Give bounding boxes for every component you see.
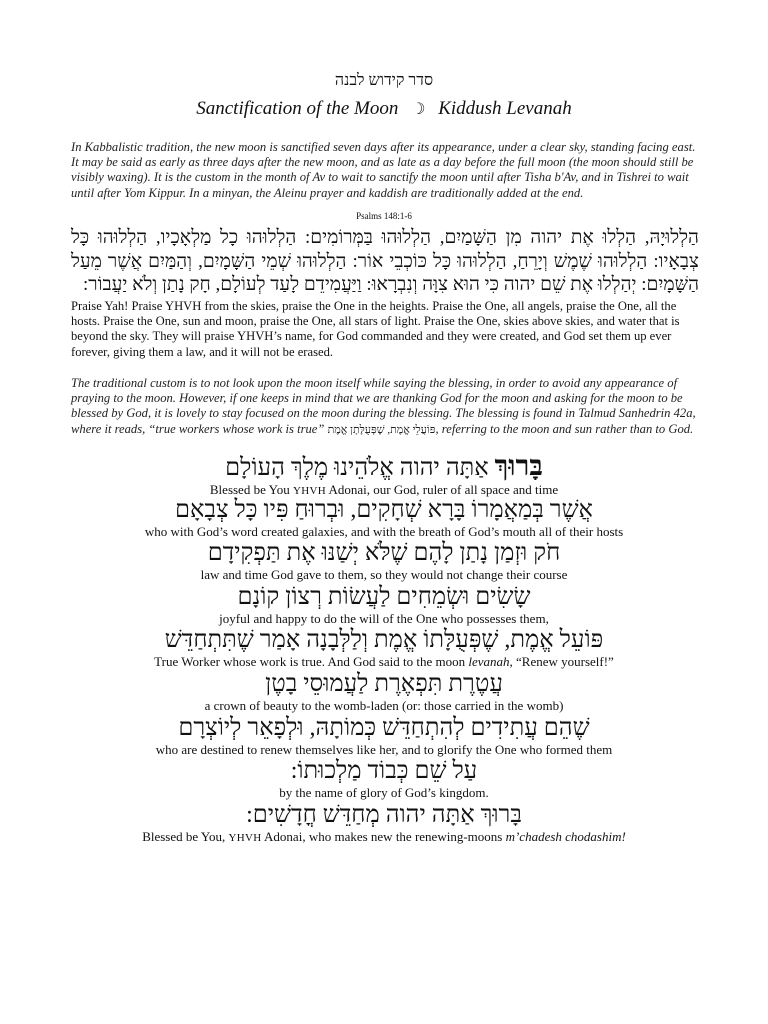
custom-tail: , referring to the moon and sun rather than to God. [435, 421, 694, 436]
psalm-english: Praise Yah! Praise YHVH from the skies, praise the One in the heights. Praise the One, all angels, praise the One, all the hosts. Praise the One, sun and moon, praise the One, all stars of light. Praise the One, skies above skies, and water that is beyond the sky. They will praise YHVH’s name, for God commanded and they were created, and God set them up ever forever, giving them a law, and it will not be erased. [71, 299, 680, 359]
blessing-english: joyful and happy to do the will of the One who possesses them, [219, 610, 549, 626]
hebrew-title: סדר קידוש לבנה [334, 72, 434, 89]
blessing-hebrew: חֹק וּזְמַן נָתַן לָהֶם שֶׁלֹּא יְשַׁנּוּ אֶת תַּפְקִידָם [207, 540, 561, 567]
blessing-hebrew: עַל שֵׁם כְּבוֹד מַלְכוּתוֹ: [290, 758, 478, 785]
blessing-line [0, 671, 768, 715]
blessing-first-word: בָּרוּךְ [494, 451, 543, 482]
blessing-hebrew: בָּרוּךְ אַתָּה יהוה מְחַדֵּשׁ חֳדָשִׁים: [246, 801, 522, 828]
blessing-hebrew: שֶׁהֵם עֲתִידִים לְהִתְחַדֵּשׁ כְּמוֹתָהּ, וּלְפָאֵר לְיוֹצְרָם [178, 714, 590, 741]
psalm-hebrew: הַלְלוּיָהּ, הַלְלוּ אֶת יהוה מִן הַשָּׁמַיִם, הַלְלוּהוּ בַּמְּרוֹמִים: הַלְלוּהוּ כָל מַלְאָכָיו, הַלְלוּהוּ כָּל צְבָאָיו: הַלְלוּהוּ שֶׁמֶשׁ וְיָרֵחַ, הַלְלוּהוּ כָּל כּוֹכְבֵי אוֹר: הַלְלוּהוּ שְׁמֵי הַשָּׁמָיִם, וְהַמַּיִם אֲשֶׁר מֵעַל הַשָּׁמָיִם: יְהַלְלוּ אֶת שֵׁם יהוה כִּי הוּא צִוָּה וְנִבְרָאוּ: וַיַּעֲמִידֵם לָעַד לְעוֹלָם, חָק נָתַן וְלֹא יַעֲבוֹר: [71, 227, 699, 295]
blessing-line [0, 715, 768, 759]
blessing-line [0, 453, 768, 497]
blessing [0, 453, 768, 845]
blessing-hebrew: פּוֹעֵל אֱמֶת, שֶׁפְּעֻלָּתוֹ אֱמֶת וְלַלְּבָנָה אָמַר שֶׁתִּתְחַדֵּשׁ [164, 627, 604, 654]
blessing-line [0, 802, 768, 846]
blessing-line [0, 758, 768, 802]
blessing-hebrew: שָׂשִׂים וּשְׂמֵחִים לַעֲשׂוֹת רְצוֹן קוֹנָם [237, 583, 531, 610]
blessing-line [0, 497, 768, 541]
blessing-line [0, 584, 768, 628]
title-english: Sanctification of the Moon [196, 98, 399, 119]
blessing-english: who are destined to renew themselves like her, and to glorify the One who formed them [155, 741, 613, 757]
custom-hebrew-quote: פּוֹעֲלֵי אֱמֶת, שֶׁפְּעֻלָּתָן אֱמֶת [327, 423, 436, 436]
blessing-line [0, 627, 768, 671]
blessing-english: who with God’s word created galaxies, and with the breath of God’s mouth all of their hosts [144, 523, 624, 539]
blessing-english: True Worker whose work is true. And God said to the moon levanah, “Renew yourself!” [154, 654, 614, 670]
blessing-english: a crown of beauty to the womb-laden (or: those carried in the womb) [204, 697, 564, 713]
blessing-hebrew: עֲטֶרֶת תִּפְאֶרֶת לַעֲמוּסֵי בָטֶן [265, 670, 503, 697]
blessing-hebrew: בָּרוּךְ אַתָּה יהוה אֱלֹהֵינוּ מֶלֶךְ הָעוֹלָם [225, 451, 543, 482]
blessing-hebrew: אֲשֶׁר בְּמַאֲמָרוֹ בָּרָא שְׁחָקִים, וּבְרוּחַ פִּיו כָּל צְבָאָם [175, 496, 593, 523]
blessing-english: law and time God gave to them, so they would not change their course [200, 567, 568, 583]
blessing-english: by the name of glory of God’s kingdom. [279, 785, 489, 801]
custom-paragraph [71, 376, 699, 438]
intro-paragraph: In Kabbalistic tradition, the new moon is sanctified seven days after its appearance, under a clear sky, standing facing east. It may be said as early as three days after the new moon, and as late as a day before the full moon (the moon should still be visibly waxing). It is the custom in the month of Av to wait to sanctify the moon until after Tisha b'Av, and in Tishrei to wait until after Yom Kippur. In a minyan, the Aleinu prayer and kaddish are traditionally added at the end. [71, 140, 696, 200]
blessing-line [0, 540, 768, 584]
title-transliteration: Kiddush Levanah [438, 98, 572, 119]
blessing-english: Blessed be You YHVH Adonai, our God, ruler of all space and time [209, 482, 559, 497]
page-title [0, 98, 768, 120]
psalm-reference: Psalms 148:1-6 [356, 211, 412, 221]
custom-text: The traditional custom is to not look upon the moon itself while saying the blessing, in order to avoid any appearance of praying to the moon. However, if one keeps in mind that we are thanking God for the moon and asking for the moon to be blessed by God, it is lovely to stay focused on the moon during the blessing. The blessing is found in Talmud Sanhedrin 42a, where it reads, “true workers whose work is true” [71, 376, 696, 436]
blessing-english: Blessed be You, YHVH Adonai, who makes new the renewing-moons m’chadesh chodashim! [142, 828, 626, 844]
moon-icon: ☽ [411, 101, 426, 118]
